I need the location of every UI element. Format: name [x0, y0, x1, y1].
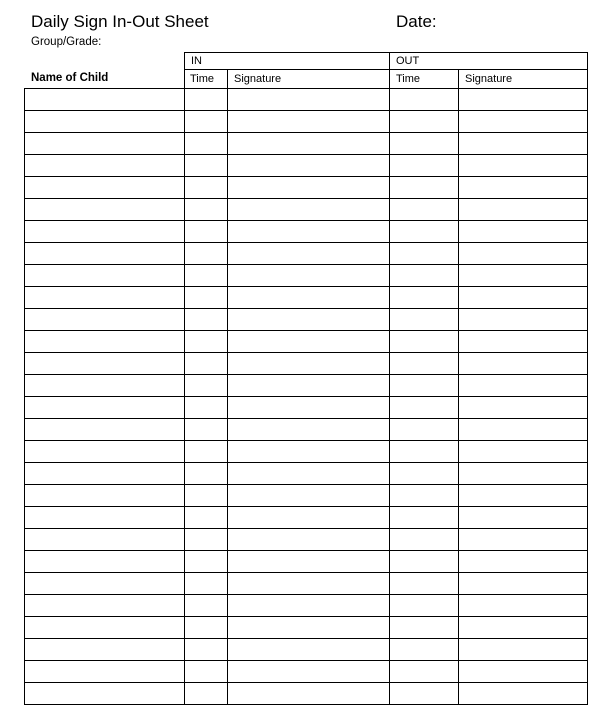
in-time-cell[interactable]: [185, 397, 227, 419]
out-time-cell[interactable]: [390, 419, 458, 441]
table-row: [24, 89, 588, 111]
out-time-cell[interactable]: [390, 441, 458, 463]
in-time-cell[interactable]: [185, 177, 227, 199]
in-time-cell[interactable]: [185, 617, 227, 639]
out-signature-cell[interactable]: [459, 309, 587, 331]
name-cell[interactable]: [25, 177, 184, 199]
name-cell[interactable]: [25, 353, 184, 375]
header-out-time-divider: [458, 69, 459, 88]
out-signature-cell[interactable]: [459, 617, 587, 639]
out-time-cell[interactable]: [390, 507, 458, 529]
out-time-cell[interactable]: [390, 463, 458, 485]
in-time-cell[interactable]: [185, 639, 227, 661]
in-time-cell[interactable]: [185, 243, 227, 265]
name-cell[interactable]: [25, 309, 184, 331]
out-signature-cell[interactable]: [459, 529, 587, 551]
table-row: [24, 661, 588, 683]
out-signature-cell[interactable]: [459, 419, 587, 441]
table-row: [24, 441, 588, 463]
out-signature-cell[interactable]: [459, 331, 587, 353]
name-cell[interactable]: [25, 111, 184, 133]
table-row: [24, 177, 588, 199]
in-signature-cell[interactable]: [228, 309, 389, 331]
name-cell[interactable]: [25, 617, 184, 639]
in-time-cell[interactable]: [185, 89, 227, 111]
table-row: [24, 309, 588, 331]
name-of-child-header: Name of Child: [31, 72, 109, 84]
out-time-cell[interactable]: [390, 551, 458, 573]
name-cell[interactable]: [25, 221, 184, 243]
in-signature-cell[interactable]: [228, 617, 389, 639]
out-time-cell[interactable]: [390, 397, 458, 419]
group-grade-label: Group/Grade:: [31, 36, 102, 48]
out-time-cell[interactable]: [390, 89, 458, 111]
in-signature-cell[interactable]: [228, 155, 389, 177]
table-row: [24, 221, 588, 243]
out-signature-cell[interactable]: [459, 507, 587, 529]
name-cell[interactable]: [25, 243, 184, 265]
in-time-cell[interactable]: [185, 155, 227, 177]
name-cell[interactable]: [25, 573, 184, 595]
in-signature-cell[interactable]: [228, 463, 389, 485]
in-time-cell[interactable]: [185, 661, 227, 683]
in-time-cell[interactable]: [185, 551, 227, 573]
in-time-cell[interactable]: [185, 683, 227, 705]
out-signature-cell[interactable]: [459, 485, 587, 507]
out-signature-cell[interactable]: [459, 155, 587, 177]
out-signature-cell[interactable]: [459, 89, 587, 111]
in-signature-cell[interactable]: [228, 661, 389, 683]
out-time-cell[interactable]: [390, 617, 458, 639]
name-cell[interactable]: [25, 331, 184, 353]
out-signature-cell[interactable]: [459, 573, 587, 595]
name-cell[interactable]: [25, 551, 184, 573]
in-signature-cell[interactable]: [228, 397, 389, 419]
table-row: [24, 573, 588, 595]
table-row: [24, 419, 588, 441]
table-row: [24, 485, 588, 507]
in-signature-cell[interactable]: [228, 353, 389, 375]
header-in-out-divider: [389, 52, 390, 88]
out-time-cell[interactable]: [390, 177, 458, 199]
in-signature-cell[interactable]: [228, 89, 389, 111]
out-time-header: Time: [396, 73, 421, 85]
name-cell[interactable]: [25, 133, 184, 155]
out-time-cell[interactable]: [390, 529, 458, 551]
date-label: Date:: [396, 12, 437, 31]
header-top-border: [184, 52, 588, 53]
in-time-cell[interactable]: [185, 133, 227, 155]
table-row: [24, 265, 588, 287]
in-time-cell[interactable]: [185, 287, 227, 309]
sheet-title: Daily Sign In-Out Sheet: [31, 12, 209, 31]
name-cell[interactable]: [25, 441, 184, 463]
in-signature-cell[interactable]: [228, 507, 389, 529]
in-header: IN: [191, 55, 202, 67]
out-time-cell[interactable]: [390, 287, 458, 309]
name-cell[interactable]: [25, 287, 184, 309]
out-time-cell[interactable]: [390, 155, 458, 177]
in-signature-cell[interactable]: [228, 573, 389, 595]
out-signature-cell[interactable]: [459, 375, 587, 397]
out-time-cell[interactable]: [390, 265, 458, 287]
name-cell[interactable]: [25, 485, 184, 507]
in-signature-cell[interactable]: [228, 529, 389, 551]
name-cell[interactable]: [25, 463, 184, 485]
in-time-cell[interactable]: [185, 441, 227, 463]
name-cell[interactable]: [25, 397, 184, 419]
table-row: [24, 397, 588, 419]
table-row: [24, 507, 588, 529]
in-signature-cell[interactable]: [228, 595, 389, 617]
name-cell[interactable]: [25, 419, 184, 441]
out-time-cell[interactable]: [390, 375, 458, 397]
name-cell[interactable]: [25, 155, 184, 177]
name-cell[interactable]: [25, 595, 184, 617]
table-row: [24, 617, 588, 639]
header-in-time-divider: [227, 69, 228, 88]
out-signature-cell[interactable]: [459, 177, 587, 199]
table-row: [24, 155, 588, 177]
out-signature-cell[interactable]: [459, 265, 587, 287]
out-signature-cell[interactable]: [459, 551, 587, 573]
name-cell[interactable]: [25, 639, 184, 661]
in-signature-cell[interactable]: [228, 441, 389, 463]
out-time-cell[interactable]: [390, 595, 458, 617]
in-signature-header: Signature: [234, 73, 282, 85]
header-group-divider: [184, 69, 588, 70]
out-signature-header: Signature: [465, 73, 513, 85]
table-row: [24, 243, 588, 265]
out-time-cell[interactable]: [390, 133, 458, 155]
out-time-cell[interactable]: [390, 111, 458, 133]
table-row: [24, 683, 588, 705]
in-time-cell[interactable]: [185, 221, 227, 243]
in-signature-cell[interactable]: [228, 683, 389, 705]
in-signature-cell[interactable]: [228, 639, 389, 661]
table-row: [24, 595, 588, 617]
in-time-cell[interactable]: [185, 507, 227, 529]
in-signature-cell[interactable]: [228, 265, 389, 287]
in-signature-cell[interactable]: [228, 133, 389, 155]
in-time-cell[interactable]: [185, 595, 227, 617]
in-time-cell[interactable]: [185, 419, 227, 441]
out-time-cell[interactable]: [390, 639, 458, 661]
in-signature-cell[interactable]: [228, 419, 389, 441]
out-time-cell[interactable]: [390, 243, 458, 265]
out-time-cell[interactable]: [390, 573, 458, 595]
in-signature-cell[interactable]: [228, 331, 389, 353]
in-signature-cell[interactable]: [228, 287, 389, 309]
in-signature-cell[interactable]: [228, 177, 389, 199]
table-row: [24, 353, 588, 375]
out-time-cell[interactable]: [390, 221, 458, 243]
table-row: [24, 199, 588, 221]
in-signature-cell[interactable]: [228, 551, 389, 573]
table-row: [24, 551, 588, 573]
in-time-cell[interactable]: [185, 375, 227, 397]
out-time-cell[interactable]: [390, 683, 458, 705]
in-signature-cell[interactable]: [228, 111, 389, 133]
table-row: [24, 463, 588, 485]
out-signature-cell[interactable]: [459, 441, 587, 463]
in-time-cell[interactable]: [185, 265, 227, 287]
in-signature-cell[interactable]: [228, 221, 389, 243]
in-time-cell[interactable]: [185, 199, 227, 221]
table-row: [24, 529, 588, 551]
out-signature-cell[interactable]: [459, 199, 587, 221]
name-cell[interactable]: [25, 375, 184, 397]
table-row: [24, 133, 588, 155]
out-signature-cell[interactable]: [459, 683, 587, 705]
in-time-cell[interactable]: [185, 529, 227, 551]
in-time-cell[interactable]: [185, 463, 227, 485]
in-signature-cell[interactable]: [228, 199, 389, 221]
in-time-cell[interactable]: [185, 353, 227, 375]
out-header: OUT: [396, 55, 420, 67]
out-signature-cell[interactable]: [459, 353, 587, 375]
out-signature-cell[interactable]: [459, 595, 587, 617]
out-signature-cell[interactable]: [459, 133, 587, 155]
out-signature-cell[interactable]: [459, 243, 587, 265]
in-time-cell[interactable]: [185, 309, 227, 331]
in-time-cell[interactable]: [185, 111, 227, 133]
out-time-cell[interactable]: [390, 199, 458, 221]
name-cell[interactable]: [25, 507, 184, 529]
in-time-cell[interactable]: [185, 331, 227, 353]
name-cell[interactable]: [25, 89, 184, 111]
out-signature-cell[interactable]: [459, 639, 587, 661]
name-cell[interactable]: [25, 265, 184, 287]
out-signature-cell[interactable]: [459, 661, 587, 683]
name-cell[interactable]: [25, 683, 184, 705]
in-time-cell[interactable]: [185, 485, 227, 507]
in-time-header: Time: [190, 73, 215, 85]
in-signature-cell[interactable]: [228, 485, 389, 507]
out-signature-cell[interactable]: [459, 221, 587, 243]
in-signature-cell[interactable]: [228, 243, 389, 265]
out-signature-cell[interactable]: [459, 463, 587, 485]
table-row: [24, 287, 588, 309]
in-time-cell[interactable]: [185, 573, 227, 595]
out-time-cell[interactable]: [390, 353, 458, 375]
out-signature-cell[interactable]: [459, 287, 587, 309]
name-cell[interactable]: [25, 199, 184, 221]
header-left-border: [184, 52, 185, 88]
out-time-cell[interactable]: [390, 485, 458, 507]
name-cell[interactable]: [25, 529, 184, 551]
out-signature-cell[interactable]: [459, 397, 587, 419]
table-row: [24, 111, 588, 133]
out-time-cell[interactable]: [390, 309, 458, 331]
out-time-cell[interactable]: [390, 331, 458, 353]
name-cell[interactable]: [25, 661, 184, 683]
table-row: [24, 331, 588, 353]
table-row: [24, 375, 588, 397]
in-signature-cell[interactable]: [228, 375, 389, 397]
table-row: [24, 639, 588, 661]
out-signature-cell[interactable]: [459, 111, 587, 133]
out-time-cell[interactable]: [390, 661, 458, 683]
header-right-border: [587, 52, 588, 88]
